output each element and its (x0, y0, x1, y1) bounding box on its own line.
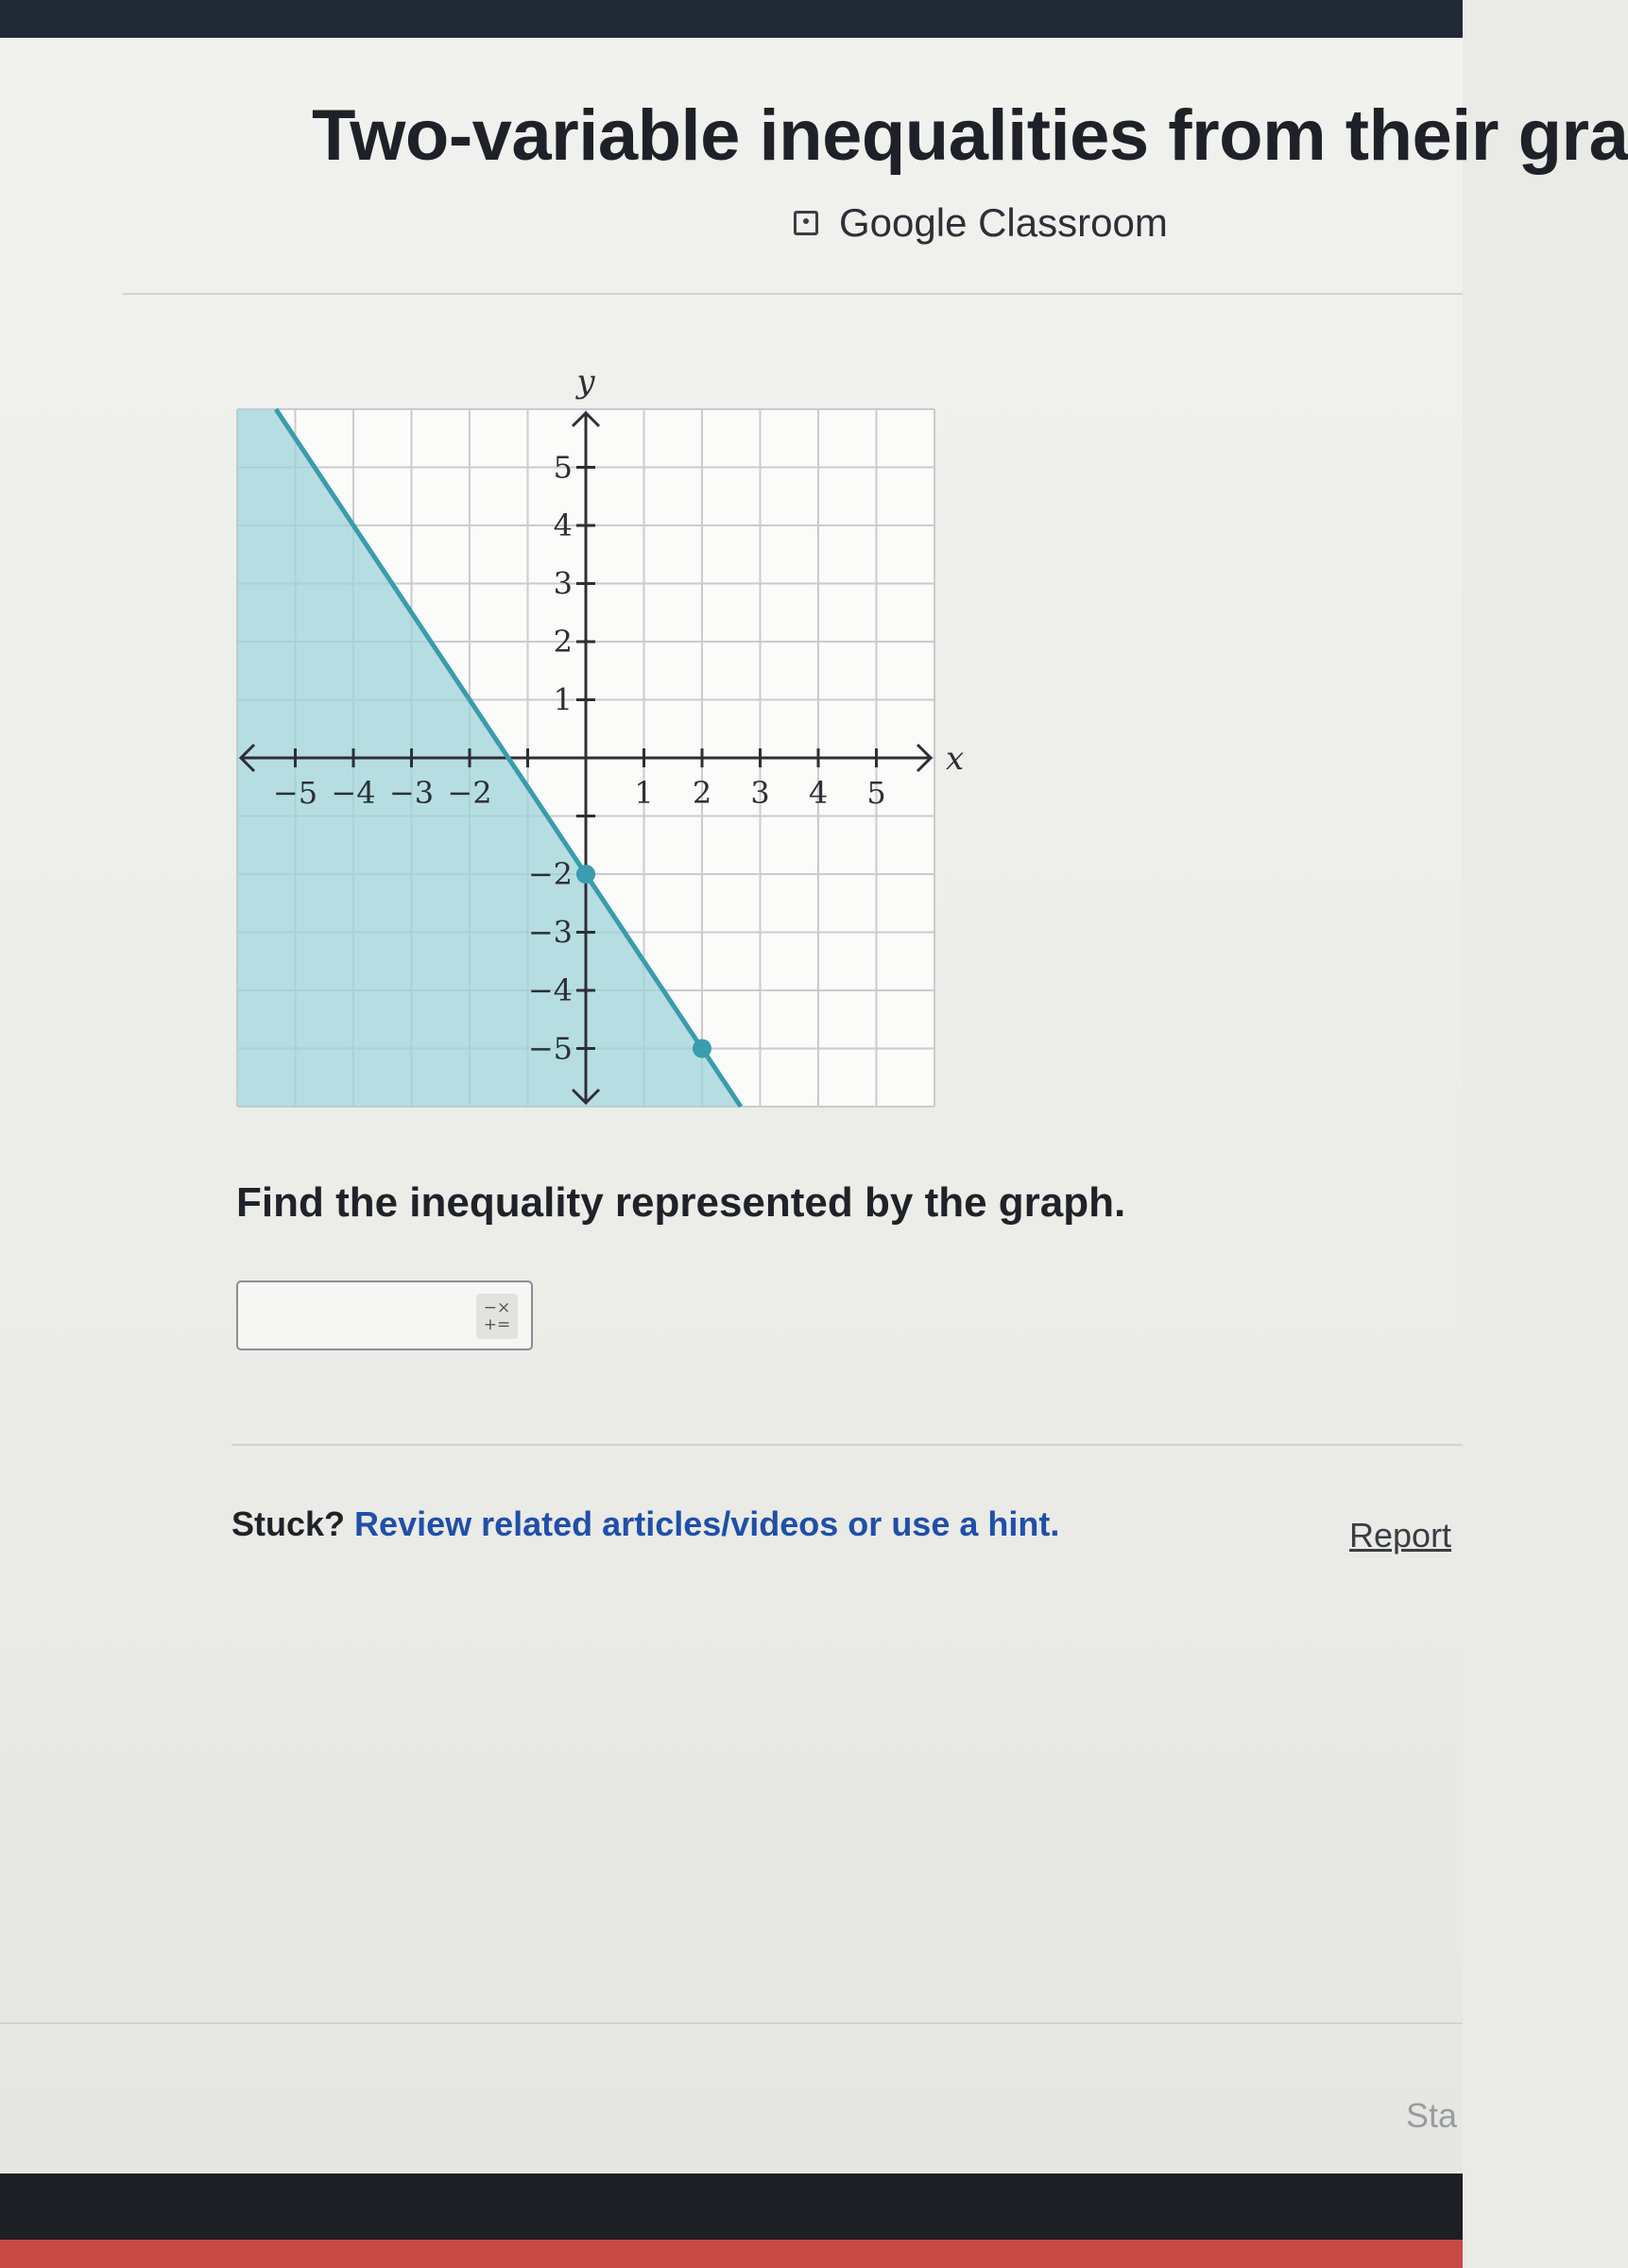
x-tick-label: −2 (447, 775, 492, 811)
google-classroom-share[interactable] (794, 200, 1168, 246)
x-tick-label: −3 (388, 775, 435, 811)
y-tick-label: −5 (527, 1030, 573, 1067)
x-tick-label: 4 (808, 775, 829, 811)
y-axis-label: y (576, 363, 595, 401)
y-tick-label: −3 (527, 914, 573, 951)
stuck-lead: Stuck? (231, 1504, 346, 1543)
x-tick-label: 5 (866, 775, 886, 811)
x-tick-label: −4 (331, 775, 376, 811)
google-classroom-label: Google Classroom (839, 200, 1168, 245)
x-tick-label: 3 (750, 775, 770, 811)
y-tick-label: 4 (553, 507, 573, 543)
question-prompt: Find the inequality represented by the graph. (236, 1179, 1126, 1226)
x-axis-label: x (946, 740, 965, 778)
start-button[interactable]: Sta (1406, 2096, 1458, 2135)
boundary-point (693, 1040, 711, 1058)
stuck-help (231, 1504, 1059, 1544)
divider-middle (231, 1444, 1463, 1446)
google-classroom-icon (794, 211, 818, 235)
boundary-point (576, 865, 595, 884)
divider-top (123, 293, 1463, 295)
inequality-graph (227, 359, 983, 1134)
dock-strip (0, 2240, 1463, 2268)
answer-input[interactable] (236, 1280, 533, 1350)
y-tick-label: 3 (553, 565, 573, 602)
exercise-title: Two-variable inequalities from their gra (312, 95, 1628, 176)
y-tick-label: −4 (527, 972, 573, 1008)
y-tick-label: −2 (527, 856, 573, 892)
x-tick-label: 2 (692, 775, 712, 811)
x-tick-label: −5 (272, 775, 318, 811)
hint-link[interactable]: Review related articles/videos or use a hint. (354, 1504, 1060, 1543)
graph-svg (227, 359, 983, 1134)
y-tick-label: 2 (553, 624, 573, 660)
math-keypad-button[interactable]: −× += (476, 1294, 518, 1339)
device-bottom-bezel (0, 2174, 1463, 2268)
report-link[interactable]: Report (1349, 1516, 1452, 1555)
y-tick-label: 1 (553, 681, 573, 718)
x-tick-label: 1 (634, 775, 654, 811)
y-tick-label: 5 (553, 449, 573, 486)
divider-bottom (0, 2022, 1463, 2024)
